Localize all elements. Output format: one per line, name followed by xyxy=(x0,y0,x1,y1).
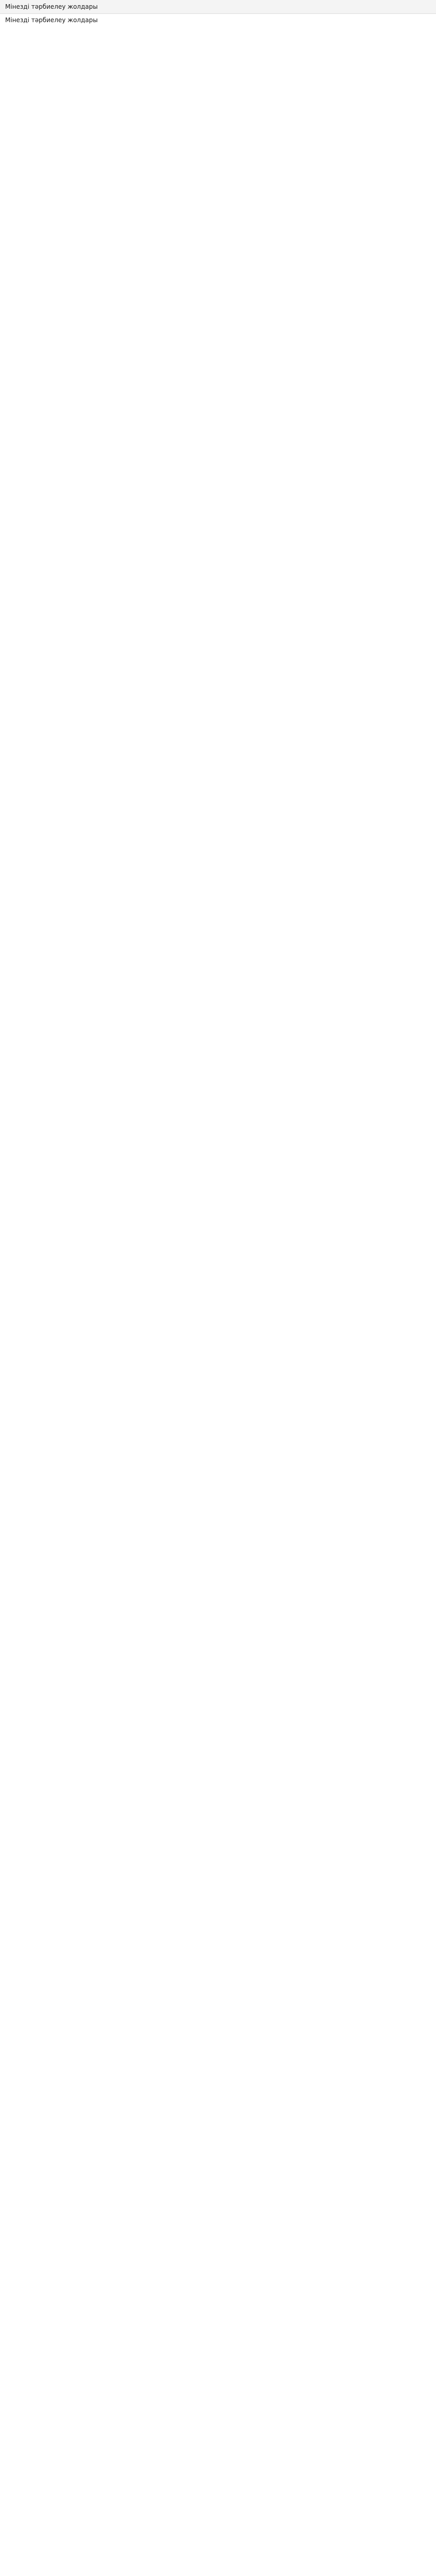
article-subtitle: Мінезді тәрбиелеу жолдары xyxy=(5,16,98,24)
title-bar xyxy=(0,0,436,14)
page-title: Мінезді тәрбиелеу жолдары xyxy=(5,3,98,10)
